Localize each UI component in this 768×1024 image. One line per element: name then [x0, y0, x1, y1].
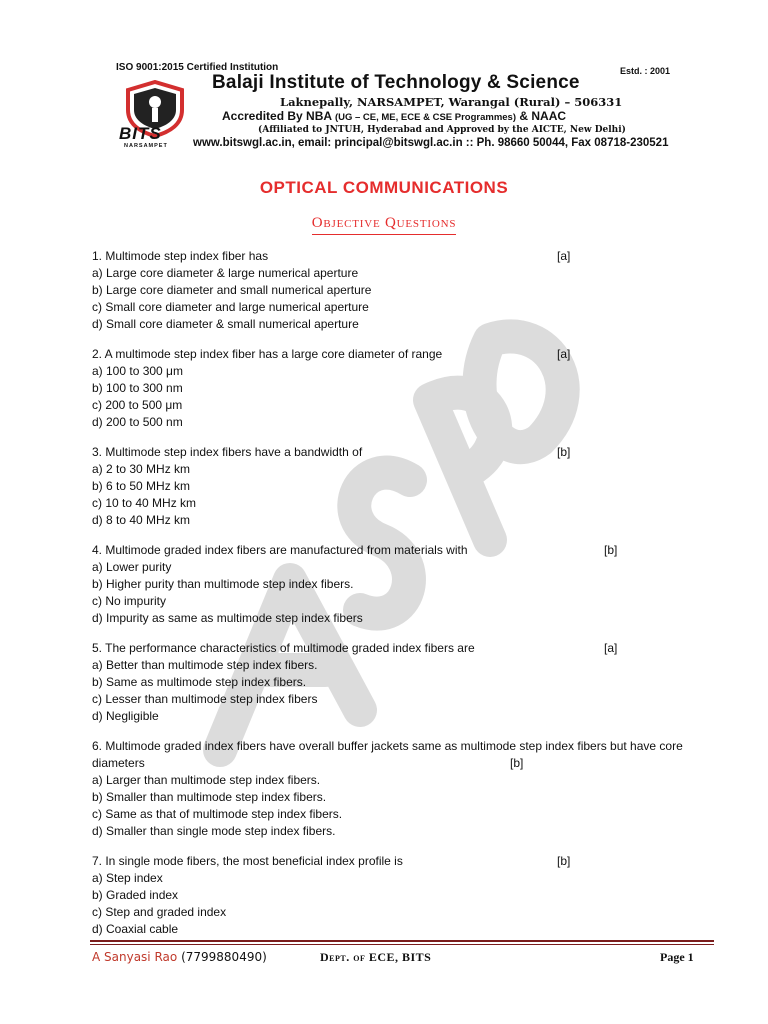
author-phone: (7799880490): [181, 950, 267, 964]
option: d) Smaller than single mode step index fibers.: [92, 824, 336, 838]
option: b) Large core diameter and small numerical aperture: [92, 283, 372, 297]
question-1: [92, 248, 712, 333]
contact-info: www.bitswgl.ac.in, email: principal@bitswgl.ac.in :: Ph. 98660 50044, Fax 08718-230521: [193, 137, 669, 149]
accreditation-programmes: (UG – CE, ME, ECE & CSE Programmes): [334, 112, 517, 123]
question-7: [92, 853, 712, 938]
accreditation: [222, 109, 566, 123]
option: b) Same as multimode step index fibers.: [92, 675, 307, 689]
option: b) Smaller than multimode step index fibers.: [92, 790, 327, 804]
affiliation: (Affiliated to JNTUH, Hyderabad and Approved by the AICTE, New Delhi): [258, 125, 626, 135]
question-text: 6. Multimode graded index fibers have overall buffer jackets same as multimode step index fibers but have core diameters: [92, 739, 683, 770]
institution-address: Laknepally, NARSAMPET, Warangal (Rural) – 506331: [280, 95, 623, 109]
page-number: Page 1: [660, 950, 694, 964]
question-4: [92, 542, 712, 627]
option: c) Same as that of multimode step index fibers.: [92, 807, 343, 821]
option: c) Lesser than multimode step index fibers: [92, 692, 318, 706]
answer-key: [b]: [510, 756, 524, 770]
option: a) Better than multimode step index fibers.: [92, 658, 318, 672]
option: d) Impurity as same as multimode step index fibers: [92, 611, 363, 625]
footer-department: Dept. of ECE, BITS: [320, 950, 432, 964]
option: b) 6 to 50 MHz km: [92, 479, 191, 493]
option: c) No impurity: [92, 594, 167, 608]
question-6: [92, 738, 712, 840]
question-text: 2. A multimode step index fiber has a large core diameter of range: [92, 347, 443, 361]
option: d) Negligible: [92, 709, 159, 723]
question-text: 3. Multimode step index fibers have a bandwidth of: [92, 445, 363, 459]
question-text: 7. In single mode fibers, the most beneficial index profile is: [92, 854, 403, 868]
question-text: 4. Multimode graded index fibers are manufactured from materials with: [92, 543, 468, 557]
option: b) Graded index: [92, 888, 179, 902]
option: d) 200 to 500 nm: [92, 415, 183, 429]
option: a) Large core diameter & large numerical aperture: [92, 266, 359, 280]
logo-text: BITS: [119, 124, 162, 143]
option: d) Small core diameter & small numerical aperture: [92, 317, 359, 331]
answer-key: [a]: [557, 249, 571, 263]
option: c) 200 to 500 μm: [92, 398, 183, 412]
option: b) Higher purity than multimode step index fibers.: [92, 577, 354, 591]
answer-key: [b]: [604, 543, 618, 557]
option: a) 2 to 30 MHz km: [92, 462, 191, 476]
footer-rule-thin: [90, 944, 714, 945]
question-text: 5. The performance characteristics of multimode graded index fibers are: [92, 641, 475, 655]
answer-key: [a]: [604, 641, 618, 655]
option: d) 8 to 40 MHz km: [92, 513, 191, 527]
accreditation-naac: & NAAC: [519, 109, 567, 123]
question-text: 1. Multimode step index fiber has: [92, 249, 269, 263]
subtitle-wrap: [0, 214, 768, 235]
option: c) Small core diameter and large numerical aperture: [92, 300, 369, 314]
established-year: Estd. : 2001: [620, 66, 671, 76]
footer-author: [92, 950, 267, 964]
option: a) Larger than multimode step index fibers.: [92, 773, 321, 787]
logo-subtext: NARSAMPET: [124, 143, 168, 149]
question-5: [92, 640, 712, 725]
option: b) 100 to 300 nm: [92, 381, 183, 395]
answer-key: [b]: [557, 854, 571, 868]
option: a) Lower purity: [92, 560, 172, 574]
answer-key: [b]: [557, 445, 571, 459]
institution-name: Balaji Institute of Technology & Science: [212, 72, 580, 93]
option: a) Step index: [92, 871, 163, 885]
iso-certification: ISO 9001:2015 Certified Institution: [116, 62, 279, 73]
accreditation-nba: Accredited By NBA: [222, 109, 332, 123]
option: c) Step and graded index: [92, 905, 227, 919]
footer-rule: [90, 940, 714, 942]
answer-key: [a]: [557, 347, 571, 361]
question-list: [92, 248, 712, 951]
question-2: [92, 346, 712, 431]
option: a) 100 to 300 μm: [92, 364, 183, 378]
option: c) 10 to 40 MHz km: [92, 496, 197, 510]
document-title: OPTICAL COMMUNICATIONS: [259, 178, 509, 197]
option: d) Coaxial cable: [92, 922, 179, 936]
document-subtitle: Objective Questions: [312, 215, 457, 235]
question-3: [92, 444, 712, 529]
author-name: A Sanyasi Rao: [92, 950, 178, 964]
